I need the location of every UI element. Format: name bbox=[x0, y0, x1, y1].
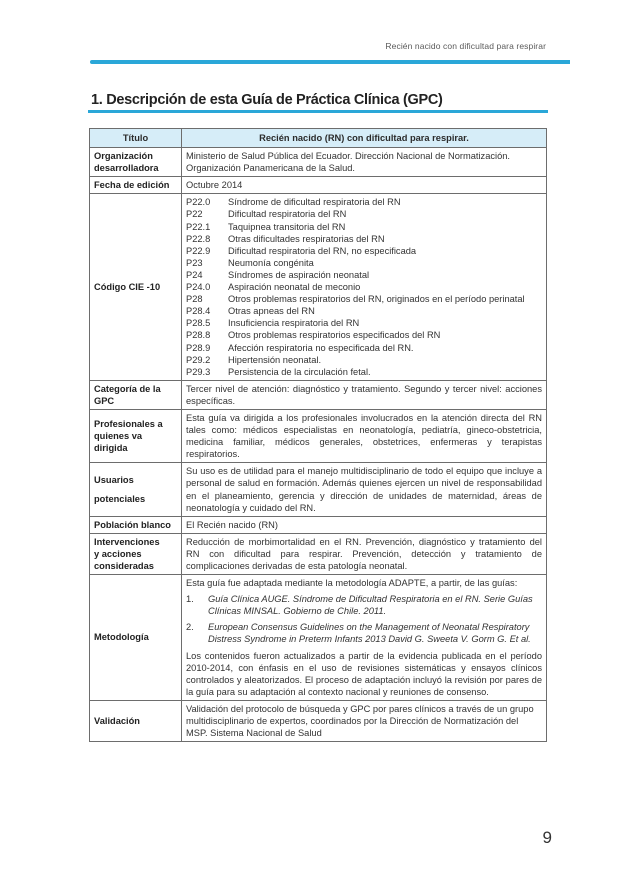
label-line: GPC bbox=[94, 395, 115, 406]
cie-code-row bbox=[186, 221, 542, 233]
cie-description: Síndrome de dificultad respiratoria del RN bbox=[228, 197, 401, 208]
row-profesionales bbox=[90, 409, 547, 462]
cie-code-row bbox=[186, 245, 542, 257]
guide-number: 1. bbox=[186, 594, 194, 605]
cie-description: Dificultad respiratoria del RN, no especificada bbox=[228, 245, 417, 256]
label-line: Usuarios bbox=[94, 474, 134, 485]
section-title: 1. Descripción de esta Guía de Práctica Clínica (GPC) bbox=[91, 92, 443, 108]
row-fecha bbox=[90, 177, 547, 194]
value-usuarios: Su uso es de utilidad para el manejo multidisciplinario de todo el equipo que incluye a personal de salud en formación. Además quienes ejercen un nivel de responsabilidad en el planeamiento, gerencia y dirección de unidades de maternidad, áreas de neonatología y cuidado del RN. bbox=[182, 463, 547, 516]
label-organizacion bbox=[90, 148, 182, 177]
cie-code: P28.9 bbox=[186, 342, 211, 353]
label-line: Profesionales a bbox=[94, 419, 163, 430]
guide-text: European Consensus Guidelines on the Management of Neonatal Respiratory Distress Syndrome in Preterm Infants 2013 David G. Sweeta V. Gorm G. Et al. bbox=[208, 622, 531, 645]
row-intervenciones bbox=[90, 533, 547, 574]
cie-code: P22.9 bbox=[186, 245, 211, 256]
row-usuarios bbox=[90, 463, 547, 516]
cie-code: P28.8 bbox=[186, 330, 211, 341]
cie-code: P28 bbox=[186, 294, 203, 305]
metodologia-closing: Los contenidos fueron actualizados a partir de la evidencia publicada en el período 2010-2014, con énfasis en el uso de revisiones sistemáticas y ensayos clínicos controlados y aleatorizados. El proceso de adaptación incluyó la revisión por pares de la guía para su adaptación al contexto nacional y reuniones de consenso. bbox=[186, 650, 542, 697]
row-metodologia bbox=[90, 575, 547, 701]
label-line: y acciones bbox=[94, 548, 142, 559]
value-fecha: Octubre 2014 bbox=[182, 177, 547, 194]
label-intervenciones bbox=[90, 533, 182, 574]
cie-description: Insuficiencia respiratoria del RN bbox=[228, 318, 360, 329]
cie-code-row bbox=[186, 208, 542, 220]
value-poblacion: El Recién nacido (RN) bbox=[182, 516, 547, 533]
cie-code-row bbox=[186, 354, 542, 366]
row-poblacion bbox=[90, 516, 547, 533]
cie-description: Persistencia de la circulación fetal. bbox=[228, 366, 371, 377]
label-usuarios bbox=[90, 463, 182, 516]
title-underline-rule bbox=[88, 110, 548, 113]
value-line: Organización Panamericana de la Salud. bbox=[186, 163, 355, 174]
label-validacion: Validación bbox=[90, 700, 182, 741]
gpc-description-table bbox=[89, 128, 547, 742]
value-categoria: Tercer nivel de atención: diagnóstico y tratamiento. Segundo y tercer nivel: acciones específicas. bbox=[182, 380, 547, 409]
cie-code-row bbox=[186, 342, 542, 354]
cie-code-row bbox=[186, 257, 542, 269]
cie-code: P28.4 bbox=[186, 306, 211, 317]
cie-code: P29.3 bbox=[186, 366, 211, 377]
cie-description: Hipertensión neonatal. bbox=[228, 354, 322, 365]
label-poblacion: Población blanco bbox=[90, 516, 182, 533]
label-line: Organización bbox=[94, 151, 153, 162]
cie-code: P24 bbox=[186, 269, 203, 280]
table-header-row bbox=[90, 129, 547, 148]
cie-code: P23 bbox=[186, 257, 203, 268]
row-organizacion bbox=[90, 148, 547, 177]
value-validacion: Validación del protocolo de búsqueda y GPC por pares clínicos a través de un grupo multidisciplinario de expertos, coordinados por la Dirección de Normatización del MSP. Sistema Nacional de Salud bbox=[182, 700, 547, 741]
cie-code: P28.5 bbox=[186, 318, 211, 329]
running-header: Recién nacido con dificultad para respirar bbox=[385, 41, 546, 51]
row-categoria bbox=[90, 380, 547, 409]
cie-code: P24.0 bbox=[186, 282, 211, 293]
label-line: consideradas bbox=[94, 561, 154, 571]
label-metodologia: Metodología bbox=[90, 575, 182, 701]
cie-code-row bbox=[186, 293, 542, 305]
cie-code-row bbox=[186, 196, 542, 208]
cie-code-row bbox=[186, 329, 542, 341]
cie-description: Afección respiratoria no especificada del RN. bbox=[228, 342, 414, 353]
value-line: Ministerio de Salud Pública del Ecuador. Dirección Nacional de Normatización. bbox=[186, 151, 511, 162]
metodologia-intro: Esta guía fue adaptada mediante la metodología ADAPTE, a partir, de las guías: bbox=[186, 578, 518, 589]
cie-code: P22.0 bbox=[186, 197, 211, 208]
guide-number: 2. bbox=[186, 622, 194, 633]
cie-code: P22 bbox=[186, 209, 203, 220]
cie-description: Taquipnea transitoria del RN bbox=[228, 221, 346, 232]
cie-description: Síndromes de aspiración neonatal bbox=[228, 269, 370, 280]
metodologia-guide-item bbox=[186, 621, 542, 645]
cie-code-row bbox=[186, 281, 542, 293]
cie-code-row bbox=[186, 269, 542, 281]
value-intervenciones: Reducción de morbimortalidad en el RN. Prevención, diagnóstico y tratamiento del RN con dificultad para respirar. Prevención, detección y tratamiento de complicaciones derivadas de esta patología neonatal. bbox=[182, 533, 547, 574]
cie-description: Neumonía congénita bbox=[228, 257, 314, 268]
cie-code-row bbox=[186, 317, 542, 329]
cie-code-row bbox=[186, 233, 542, 245]
value-profesionales: Esta guía va dirigida a los profesionales involucrados en la atención directa del RN tales como: médicos especialistas en neonatología, pediatría, gineco-obstetricia, medicina familiar, médicos generales, obstetrices, enfermeras y terapistas respiratorios. bbox=[182, 409, 547, 462]
value-organizacion bbox=[182, 148, 547, 177]
label-cie: Código CIE -10 bbox=[90, 194, 182, 380]
cie-description: Otras dificultades respiratorias del RN bbox=[228, 233, 385, 244]
cie-description: Otras apneas del RN bbox=[228, 306, 315, 317]
cie-description: Dificultad respiratoria del RN bbox=[228, 209, 347, 220]
guide-text: Guía Clínica AUGE. Síndrome de Dificultad Respiratoria en el RN. Serie Guías Clínicas MINSAL. Gobierno de Chile. 2011. bbox=[208, 594, 533, 617]
cie-description: Aspiración neonatal de meconio bbox=[228, 282, 361, 293]
cie-code: P22.8 bbox=[186, 233, 211, 244]
label-fecha: Fecha de edición bbox=[90, 177, 182, 194]
label-categoria bbox=[90, 380, 182, 409]
label-line: potenciales bbox=[94, 494, 146, 505]
header-cell-title-value: Recién nacido (RN) con dificultad para respirar. bbox=[182, 129, 547, 148]
label-line: desarrolladora bbox=[94, 163, 159, 174]
cie-description: Otros problemas respiratorios del RN, originados en el período perinatal bbox=[228, 294, 525, 305]
cie-description: Otros problemas respiratorios especificados del RN bbox=[228, 330, 441, 341]
page-number: 9 bbox=[542, 828, 552, 847]
header-accent-rule bbox=[90, 60, 570, 64]
label-line: quienes va dirigida bbox=[94, 431, 143, 454]
metodologia-guide-item bbox=[186, 593, 542, 617]
label-line: Intervenciones bbox=[94, 536, 160, 547]
cie-code-row bbox=[186, 305, 542, 317]
label-line: Categoría de la bbox=[94, 383, 161, 394]
header-cell-titulo: Título bbox=[90, 129, 182, 148]
value-cie bbox=[182, 194, 547, 380]
label-profesionales bbox=[90, 409, 182, 462]
cie-code: P22.1 bbox=[186, 221, 211, 232]
value-metodologia bbox=[182, 575, 547, 701]
row-cie bbox=[90, 194, 547, 380]
cie-code-row bbox=[186, 366, 542, 378]
row-validacion bbox=[90, 700, 547, 741]
cie-code: P29.2 bbox=[186, 354, 211, 365]
